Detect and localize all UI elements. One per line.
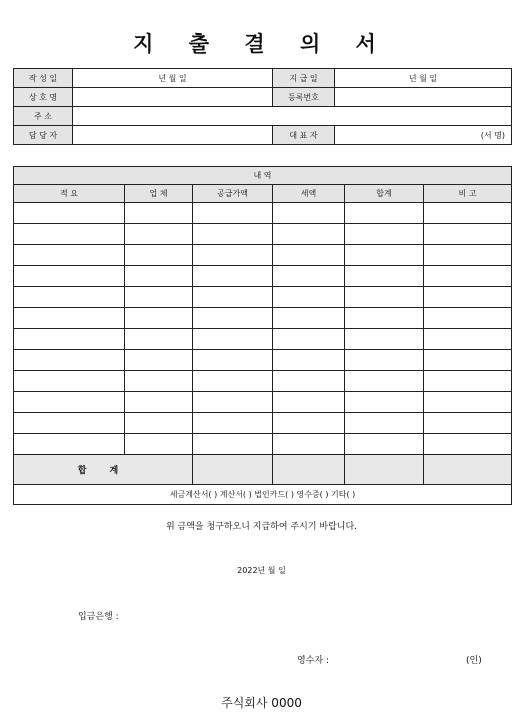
total-sum-cell[interactable] [345, 455, 424, 485]
table-cell[interactable] [125, 224, 193, 245]
table-cell[interactable] [193, 245, 273, 266]
column-header: 업 체 [125, 185, 193, 203]
table-cell[interactable] [273, 392, 345, 413]
header-info-table [13, 68, 512, 145]
representative-label: 대 표 자 [273, 126, 335, 145]
table-cell[interactable] [14, 245, 125, 266]
table-cell[interactable] [345, 329, 424, 350]
table-row [14, 266, 512, 287]
table-cell[interactable] [345, 371, 424, 392]
table-cell[interactable] [14, 329, 125, 350]
table-row [14, 203, 512, 224]
table-cell[interactable] [273, 371, 345, 392]
representative-field[interactable]: (서 명) [335, 126, 512, 145]
details-header: 내 역 [14, 167, 512, 185]
total-label: 합 계 [14, 455, 193, 485]
table-cell[interactable] [424, 329, 512, 350]
table-cell[interactable] [125, 371, 193, 392]
table-cell[interactable] [273, 350, 345, 371]
table-cell[interactable] [424, 308, 512, 329]
table-cell[interactable] [345, 203, 424, 224]
table-cell[interactable] [14, 308, 125, 329]
request-text: 위 금액을 청구하오니 지급하여 주시기 바랍니다. [165, 522, 358, 532]
details-table [13, 166, 512, 505]
table-cell[interactable] [125, 392, 193, 413]
table-cell[interactable] [125, 434, 193, 455]
column-header: 비 고 [424, 185, 512, 203]
table-cell[interactable] [424, 371, 512, 392]
table-cell[interactable] [345, 266, 424, 287]
company-name: 주식회사 0000 [221, 696, 302, 710]
table-cell[interactable] [273, 245, 345, 266]
table-row [14, 371, 512, 392]
table-row [14, 224, 512, 245]
payment-date-field[interactable]: 년 월 일 [335, 69, 512, 88]
table-cell[interactable] [273, 266, 345, 287]
table-row [14, 308, 512, 329]
column-header-row [14, 185, 512, 203]
table-cell[interactable] [424, 287, 512, 308]
table-cell[interactable] [424, 434, 512, 455]
table-cell[interactable] [345, 392, 424, 413]
table-cell[interactable] [193, 287, 273, 308]
table-row [14, 245, 512, 266]
table-cell[interactable] [193, 413, 273, 434]
table-cell[interactable] [424, 245, 512, 266]
table-cell[interactable] [14, 350, 125, 371]
table-cell[interactable] [14, 224, 125, 245]
table-cell[interactable] [273, 308, 345, 329]
manager-label: 담 당 자 [14, 126, 73, 145]
table-cell[interactable] [273, 413, 345, 434]
table-cell[interactable] [193, 329, 273, 350]
table-cell[interactable] [273, 434, 345, 455]
table-cell[interactable] [345, 350, 424, 371]
reg-number-label: 등록번호 [273, 88, 335, 107]
table-cell[interactable] [125, 203, 193, 224]
total-row [14, 455, 512, 485]
table-cell[interactable] [193, 203, 273, 224]
table-cell[interactable] [193, 392, 273, 413]
table-cell[interactable] [424, 350, 512, 371]
table-cell[interactable] [14, 287, 125, 308]
table-cell[interactable] [345, 434, 424, 455]
column-header: 적 요 [14, 185, 125, 203]
request-date: 2022년 월 일 [237, 566, 286, 575]
total-supply-cell[interactable] [193, 455, 273, 485]
table-cell[interactable] [14, 413, 125, 434]
total-note-cell[interactable] [424, 455, 512, 485]
table-cell[interactable] [14, 203, 125, 224]
table-cell[interactable] [125, 329, 193, 350]
created-date-field[interactable]: 년 월 일 [73, 69, 273, 88]
table-cell[interactable] [345, 224, 424, 245]
table-cell[interactable] [14, 434, 125, 455]
company-name-label: 상 호 명 [14, 88, 73, 107]
payment-date-label: 지 급 일 [273, 69, 335, 88]
table-row [14, 434, 512, 455]
table-row [14, 413, 512, 434]
table-cell[interactable] [14, 371, 125, 392]
table-cell[interactable] [14, 266, 125, 287]
table-cell[interactable] [193, 224, 273, 245]
table-cell[interactable] [125, 245, 193, 266]
table-cell[interactable] [424, 392, 512, 413]
table-cell[interactable] [345, 245, 424, 266]
column-header: 공급가액 [193, 185, 273, 203]
manager-field[interactable] [73, 126, 273, 145]
table-cell[interactable] [273, 224, 345, 245]
table-cell[interactable] [193, 434, 273, 455]
address-label: 주 소 [14, 107, 73, 126]
table-cell[interactable] [424, 413, 512, 434]
table-row [14, 287, 512, 308]
table-cell[interactable] [273, 329, 345, 350]
column-header: 세액 [273, 185, 345, 203]
table-cell[interactable] [345, 413, 424, 434]
table-cell[interactable] [125, 413, 193, 434]
table-cell[interactable] [424, 203, 512, 224]
table-cell[interactable] [193, 350, 273, 371]
receipt-types: 세금계산서( ) 계산서( ) 법인카드( ) 영수증( ) 기타( ) [14, 485, 512, 505]
table-cell[interactable] [14, 392, 125, 413]
address-field[interactable] [73, 107, 512, 126]
table-row [14, 392, 512, 413]
table-cell[interactable] [193, 266, 273, 287]
document-title: 지 출 결 의 서 [133, 32, 390, 56]
table-cell[interactable] [193, 371, 273, 392]
table-cell[interactable] [125, 287, 193, 308]
seal-mark: (인) [466, 656, 482, 666]
company-name-field[interactable] [73, 88, 273, 107]
created-date-label: 작 성 일 [14, 69, 73, 88]
table-cell[interactable] [125, 266, 193, 287]
table-cell[interactable] [125, 308, 193, 329]
table-row [14, 350, 512, 371]
total-tax-cell[interactable] [273, 455, 345, 485]
table-cell[interactable] [273, 203, 345, 224]
table-cell[interactable] [424, 266, 512, 287]
table-cell[interactable] [125, 350, 193, 371]
table-row [14, 329, 512, 350]
table-cell[interactable] [273, 287, 345, 308]
table-cell[interactable] [193, 308, 273, 329]
table-cell[interactable] [345, 287, 424, 308]
table-cell[interactable] [424, 224, 512, 245]
reg-number-field[interactable] [335, 88, 512, 107]
table-cell[interactable] [345, 308, 424, 329]
recipient-label: 영수자 : [297, 656, 329, 666]
column-header: 합계 [345, 185, 424, 203]
bank-label: 입금은행 : [78, 612, 119, 622]
